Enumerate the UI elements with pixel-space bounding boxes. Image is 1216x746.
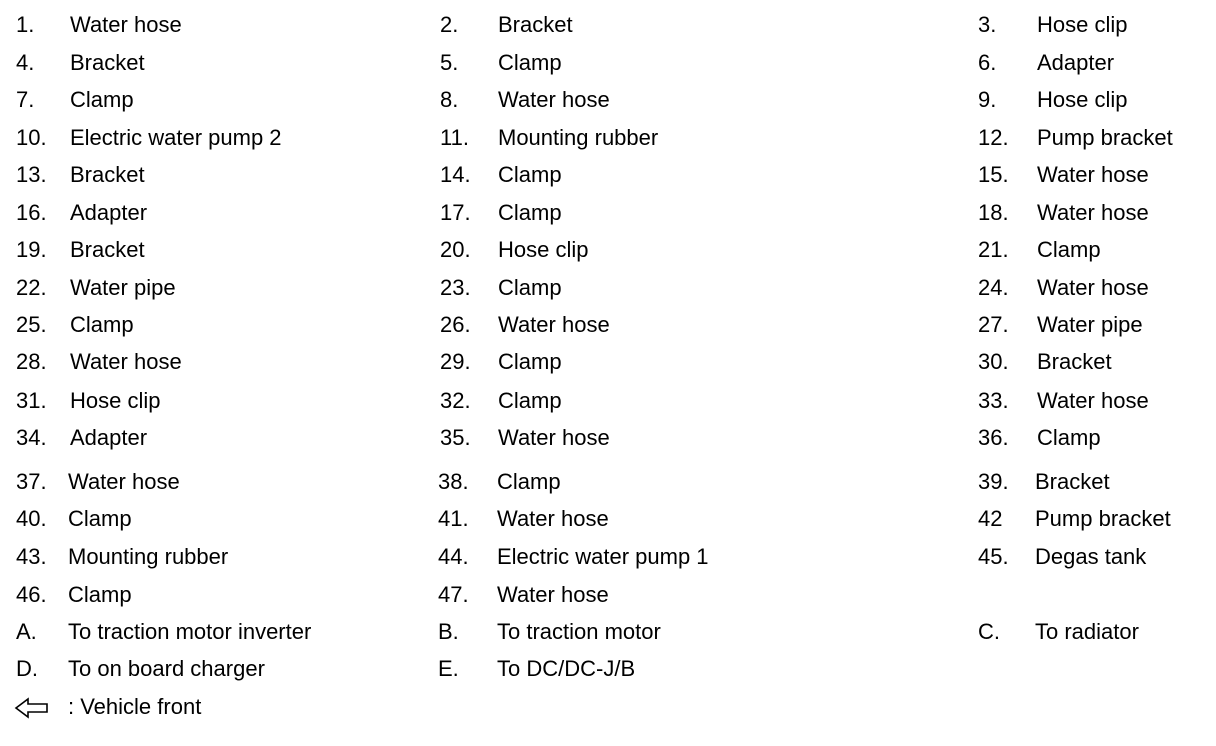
- legend-label: Water pipe: [70, 275, 176, 300]
- legend-number: 27.: [978, 312, 1009, 337]
- legend-label: Bracket: [1035, 469, 1110, 494]
- legend-number: 7.: [16, 87, 35, 112]
- legend-number: 36.: [978, 425, 1009, 450]
- legend-label: Clamp: [498, 50, 562, 75]
- legend-row: [0, 160, 1216, 190]
- legend-number: 19.: [16, 237, 47, 262]
- legend-number: 4.: [16, 50, 35, 75]
- legend-row: [0, 347, 1216, 377]
- legend-label: Clamp: [498, 349, 562, 374]
- legend-row: [0, 235, 1216, 265]
- legend-row: [0, 310, 1216, 340]
- legend-label: Clamp: [498, 200, 562, 225]
- legend-number: 6.: [978, 50, 997, 75]
- legend-label: Clamp: [1037, 237, 1101, 262]
- legend-number: 30.: [978, 349, 1009, 374]
- legend-number: 18.: [978, 200, 1009, 225]
- legend-footer: [0, 692, 1216, 722]
- legend-letter: D.: [16, 656, 38, 681]
- vehicle-front-label: : Vehicle front: [68, 694, 202, 719]
- legend-label: Water hose: [1037, 200, 1149, 225]
- legend-number: 1.: [16, 12, 35, 37]
- legend-number: 9.: [978, 87, 997, 112]
- legend-label: Electric water pump 2: [70, 125, 282, 150]
- legend-number: 2.: [440, 12, 459, 37]
- legend-label: Bracket: [1037, 349, 1112, 374]
- legend-row: [0, 617, 1216, 647]
- legend-number: 3.: [978, 12, 997, 37]
- legend-label: Water pipe: [1037, 312, 1143, 337]
- legend-number: 38.: [438, 469, 469, 494]
- legend-number: 29.: [440, 349, 471, 374]
- legend-row: [0, 10, 1216, 40]
- legend-number: 25.: [16, 312, 47, 337]
- legend-number: 45.: [978, 544, 1009, 569]
- legend-letter: C.: [978, 619, 1000, 644]
- legend-number: 17.: [440, 200, 471, 225]
- legend-row: [0, 504, 1216, 534]
- legend-letter: B.: [438, 619, 459, 644]
- legend-label: Bracket: [70, 162, 145, 187]
- legend-number: 33.: [978, 388, 1009, 413]
- legend-number: 44.: [438, 544, 469, 569]
- legend-label: Hose clip: [1037, 87, 1128, 112]
- legend-label: Bracket: [70, 237, 145, 262]
- legend-label: Water hose: [498, 425, 610, 450]
- legend-number: 35.: [440, 425, 471, 450]
- legend-label: Water hose: [68, 469, 180, 494]
- legend-number: 28.: [16, 349, 47, 374]
- legend-label: Water hose: [498, 312, 610, 337]
- legend-label: Hose clip: [498, 237, 589, 262]
- legend-label: Water hose: [498, 87, 610, 112]
- legend-row: [0, 386, 1216, 416]
- legend-label: Water hose: [1037, 162, 1149, 187]
- legend-label: Mounting rubber: [498, 125, 659, 150]
- legend-label: Clamp: [70, 87, 134, 112]
- legend-number: 46.: [16, 582, 47, 607]
- legend-label: Hose clip: [1037, 12, 1128, 37]
- legend-label: To radiator: [1035, 619, 1139, 644]
- legend-number: 43.: [16, 544, 47, 569]
- legend-label: To on board charger: [68, 656, 265, 681]
- legend-label: Bracket: [498, 12, 573, 37]
- legend-number: 41.: [438, 506, 469, 531]
- legend-label: Adapter: [1037, 50, 1115, 75]
- legend-label: To DC/DC-J/B: [497, 656, 636, 681]
- legend-number: 12.: [978, 125, 1009, 150]
- legend-label: Electric water pump 1: [497, 544, 709, 569]
- legend-number: 42: [978, 506, 1003, 531]
- legend-row: [0, 85, 1216, 115]
- legend-number: 5.: [440, 50, 459, 75]
- legend-row: [0, 467, 1216, 497]
- arrow-left-outline-icon: [14, 696, 50, 720]
- legend-number: 31.: [16, 388, 47, 413]
- legend-row: [0, 654, 1216, 684]
- legend-number: 13.: [16, 162, 47, 187]
- legend-number: 24.: [978, 275, 1009, 300]
- legend-label: Pump bracket: [1037, 125, 1173, 150]
- legend-row: [0, 123, 1216, 153]
- legend-number: 23.: [440, 275, 471, 300]
- legend-number: 10.: [16, 125, 47, 150]
- legend-label: Hose clip: [70, 388, 161, 413]
- legend-label: Clamp: [498, 275, 562, 300]
- legend-number: 26.: [440, 312, 471, 337]
- legend-label: To traction motor inverter: [68, 619, 312, 644]
- legend-label: Bracket: [70, 50, 145, 75]
- legend-row: [0, 273, 1216, 303]
- legend-number: 20.: [440, 237, 471, 262]
- legend-number: 39.: [978, 469, 1009, 494]
- legend-number: 14.: [440, 162, 471, 187]
- legend-label: Clamp: [70, 312, 134, 337]
- legend-number: 40.: [16, 506, 47, 531]
- legend-label: Pump bracket: [1035, 506, 1171, 531]
- legend-label: Mounting rubber: [68, 544, 229, 569]
- legend-letter: A.: [16, 619, 37, 644]
- legend-row: [0, 423, 1216, 453]
- legend-label: Water hose: [1037, 275, 1149, 300]
- legend-number: 11.: [440, 125, 469, 150]
- legend-number: 34.: [16, 425, 47, 450]
- legend-number: 16.: [16, 200, 47, 225]
- legend-number: 32.: [440, 388, 471, 413]
- legend-label: Water hose: [70, 349, 182, 374]
- legend-label: To traction motor: [497, 619, 661, 644]
- legend-number: 8.: [440, 87, 459, 112]
- legend-label: Clamp: [498, 388, 562, 413]
- legend-label: Clamp: [68, 506, 132, 531]
- legend-label: Water hose: [497, 506, 609, 531]
- legend-label: Clamp: [497, 469, 561, 494]
- legend-label: Degas tank: [1035, 544, 1147, 569]
- legend-number: 15.: [978, 162, 1009, 187]
- legend-row: [0, 48, 1216, 78]
- legend-row: [0, 580, 1216, 610]
- legend-number: 47.: [438, 582, 469, 607]
- legend-label: Water hose: [70, 12, 182, 37]
- legend-label: Clamp: [498, 162, 562, 187]
- legend-label: Adapter: [70, 425, 148, 450]
- legend-label: Clamp: [1037, 425, 1101, 450]
- legend-label: Water hose: [497, 582, 609, 607]
- legend-label: Water hose: [1037, 388, 1149, 413]
- legend-number: 37.: [16, 469, 47, 494]
- legend-letter: E.: [438, 656, 459, 681]
- legend-label: Clamp: [68, 582, 132, 607]
- legend-row: [0, 542, 1216, 572]
- legend-number: 22.: [16, 275, 47, 300]
- legend-row: [0, 198, 1216, 228]
- legend-number: 21.: [978, 237, 1009, 262]
- legend-label: Adapter: [70, 200, 148, 225]
